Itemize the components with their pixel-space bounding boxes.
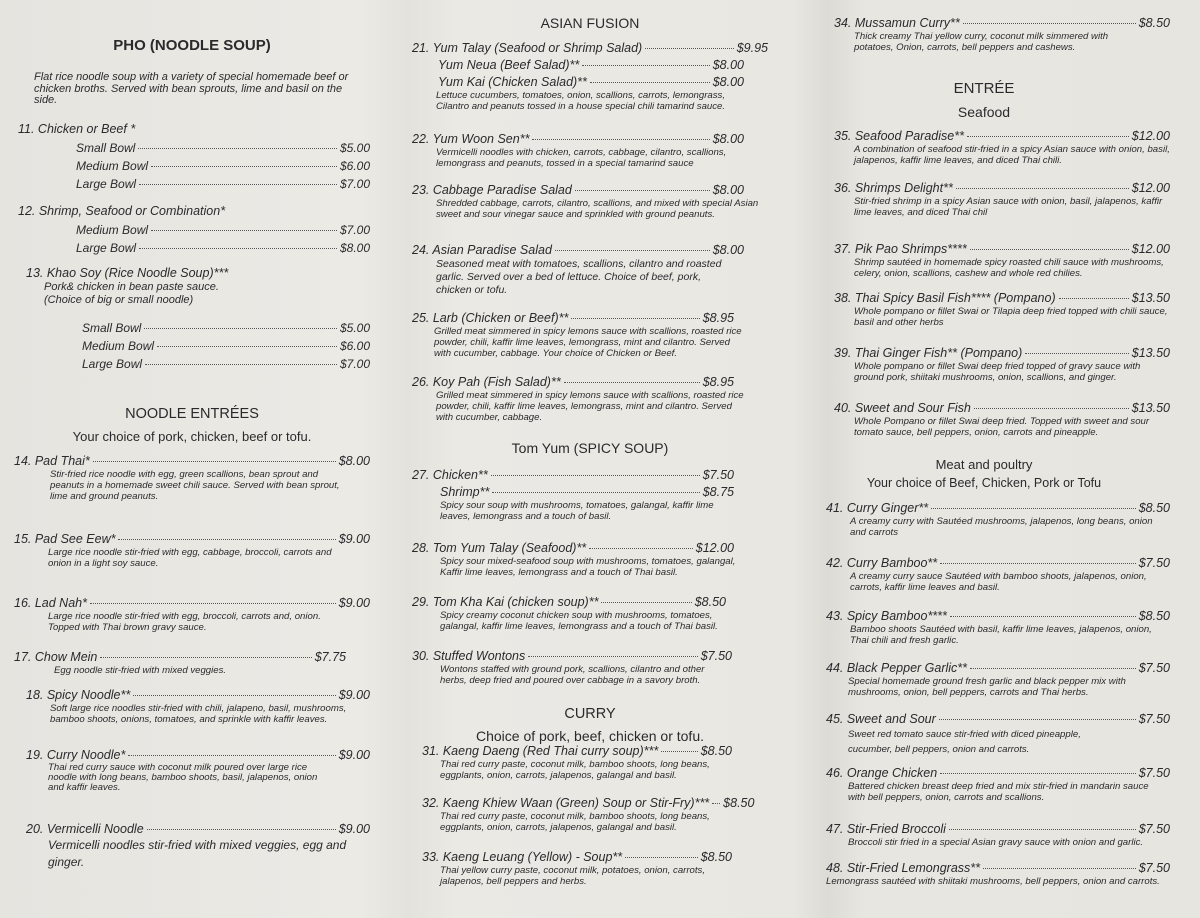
entree-subtitle: Seafood (957, 104, 1011, 120)
item-name: Yum Kai (Chicken Salad)** (438, 75, 587, 89)
menu-item-12 (14, 204, 370, 255)
item-desc: Vermicelli noodles stir-fried with mixed veggies, egg and ginger. (48, 838, 347, 869)
item-price: $12.00 (1131, 129, 1170, 143)
item-name: 12. Shrimp, Seafood or Combination* (18, 204, 226, 218)
menu-item-21 (412, 41, 768, 112)
menu-item-32 (412, 796, 768, 833)
item-desc: Large rice noodle stir-fried with egg, cabbage, broccoli, carrots and onion in a light soy sauce. (48, 547, 332, 569)
item-name: 26. Koy Pah (Fish Salad)** (412, 375, 561, 389)
item-desc: Lettuce cucumbers, tomatoes, onion, scallions, carrots, lemongrass, Cilantro and peanuts tossed in a house special chili tamarind sauce. (436, 90, 726, 112)
item-desc: Wontons staffed with ground pork, scallions, cilantro and other herbs, deep fried and poured over cabbage in a savory broth. (440, 664, 705, 686)
item-name: 46. Orange Chicken (826, 766, 938, 780)
item-price: $6.00 (339, 339, 370, 353)
item-name: 45. Sweet and Sour (826, 712, 936, 726)
item-price: $9.00 (338, 822, 370, 836)
item-price: $12.00 (1131, 181, 1170, 195)
item-price: $9.00 (338, 688, 370, 702)
item-price: $8.00 (712, 132, 744, 146)
item-desc: Shredded cabbage, carrots, cilantro, scallions, and mixed with special Asian sweet and sour vinegar sauce and sprinkled with ground peanuts. (436, 198, 759, 220)
item-name: 32. Kaeng Khiew Waan (Green) Soup or Stir-Fry)*** (422, 796, 710, 810)
pho-intro: Flat rice noodle soup with a variety of special homemade beef or chicken broths. Served with bean sprouts, lime and basil on the side. (34, 71, 349, 106)
item-price: $6.00 (339, 159, 370, 173)
menu-item-30 (412, 649, 768, 686)
item-name: 22. Yum Woon Sen** (412, 132, 530, 146)
menu-item-31 (412, 744, 768, 781)
item-name: 39. Thai Ginger Fish** (Pompano) (834, 346, 1023, 360)
menu-item-33 (412, 850, 768, 887)
menu-item-45 (818, 712, 1170, 757)
item-name: 34. Mussamun Curry** (834, 16, 960, 30)
menu-item-17 (14, 650, 370, 676)
item-desc: Special homemade ground fresh garlic and black pepper mix with mushrooms, onion, bell peppers, carrots and Thai herbs. (848, 676, 1126, 698)
item-name: 41. Curry Ginger** (826, 501, 929, 515)
menu-item-39 (818, 346, 1170, 383)
item-price: $7.50 (1138, 556, 1170, 570)
item-desc: Spicy sour mixed-seafood soup with mushrooms, tomatoes, galangal, Kaffir lime leaves, lemongrass and a touch of Thai basil. (440, 556, 736, 578)
pho-section-title: PHO (NOODLE SOUP) (113, 37, 271, 54)
curry-subtitle: Choice of pork, beef, chicken or tofu. (475, 728, 704, 744)
menu-item-18 (14, 688, 370, 725)
item-price: $5.00 (339, 141, 370, 155)
item-price: $7.50 (1138, 822, 1170, 836)
size-name: Large Bowl (76, 177, 137, 191)
menu-item-19 (14, 748, 370, 793)
item-name: 20. Vermicelli Noodle (26, 822, 144, 836)
item-name: 13. Khao Soy (Rice Noodle Soup)*** (26, 266, 229, 280)
item-desc: Large rice noodle stir-fried with egg, broccoli, carrots and, onion. Topped with Thai brown gravy sauce. (48, 611, 321, 633)
item-desc: Thick creamy Thai yellow curry, coconut milk simmered with potatoes, Onion, carrots, bell peppers and cashews. (854, 31, 1109, 53)
menu-item-16 (14, 596, 370, 633)
item-desc: Whole pompano or fillet Swai deep fried topped of gravy sauce with ground pork, shiitaki mushrooms, onion, scallions, and ginger. (854, 361, 1141, 383)
item-desc: Bamboo shoots Sautéed with basil, kaffir lime leaves, jalapenos, onion, Thai chili and fresh garlic. (850, 624, 1152, 646)
size-name: Large Bowl (82, 357, 143, 371)
item-name: 16. Lad Nah* (14, 596, 87, 610)
item-name: 14. Pad Thai* (14, 454, 90, 468)
item-price: $8.50 (723, 796, 755, 810)
item-price: $7.00 (339, 357, 370, 371)
item-desc: Pork& chicken in bean paste sauce. (44, 281, 219, 293)
item-name: 15. Pad See Eew* (14, 532, 116, 546)
meat-poultry-subtitle: Your choice of Beef, Chicken, Pork or Tofu (866, 476, 1102, 490)
item-price: $7.50 (1138, 661, 1170, 675)
item-desc: Sweet red tomato sauce stir-fried with diced pineapple, cucumber, bell peppers, onion and carrots. (848, 729, 1081, 755)
item-price: $7.50 (702, 468, 734, 482)
menu-column-3 (818, 0, 1170, 918)
menu-item-25 (412, 311, 768, 359)
size-name: Medium Bowl (76, 159, 149, 173)
menu-item-43 (818, 609, 1170, 646)
menu-item-23 (412, 183, 768, 220)
menu-item-11 (14, 122, 370, 191)
menu-item-28 (412, 541, 768, 578)
item-desc: Seasoned meat with tomatoes, scallions, cilantro and roasted garlic. Served over a bed of lettuce. Choice of beef, pork, chicken or tofu. (436, 258, 722, 296)
item-price: $8.95 (702, 311, 734, 325)
item-desc: A combination of seafood stir-fried in a spicy Asian sauce with onion, basil, jalapenos, kaffir lime leaves, and diced Thai chili. (854, 144, 1170, 166)
item-desc: Battered chicken breast deep fried and mix stir-fried in mandarin sauce with bell peppers, onion, carrots and scallions. (848, 781, 1149, 803)
item-desc: Grilled meat simmered in spicy lemons sauce with scallions, roasted rice powder, chili, kaffir lime leaves, lemongrass, mint and cilantro. Served with cucumber, cabbage. Your choice of Chicken or Beef. (434, 326, 742, 359)
item-desc: Thai red curry paste, coconut milk, bamboo shoots, long beans, eggplants, onion, carrots, jalapenos, galangal and basil. (440, 811, 710, 833)
size-name: Small Bowl (76, 141, 136, 155)
menu-item-41 (818, 501, 1170, 538)
item-name: Yum Neua (Beef Salad)** (438, 58, 580, 72)
item-desc: Spicy sour soup with mushrooms, tomatoes, galangal, kaffir lime leaves, lemongrass and a touch of basil. (440, 500, 714, 522)
menu-item-34 (818, 16, 1170, 53)
item-desc: Shrimp sautéed in homemade spicy roasted chili sauce with mushrooms, celery, onion, scallions, cashew and whole red chilies. (854, 257, 1164, 279)
item-price: $8.50 (694, 595, 726, 609)
item-desc: A creamy curry with Sautéed mushrooms, jalapenos, long beans, onion and carrots (850, 516, 1153, 538)
item-name: 30. Stuffed Wontons (412, 649, 526, 663)
item-name: Shrimp** (440, 485, 490, 499)
item-name: 38. Thai Spicy Basil Fish**** (Pompano) (834, 291, 1056, 305)
size-name: Medium Bowl (82, 339, 155, 353)
menu-item-47 (818, 822, 1170, 848)
item-name: 21. Yum Talay (Seafood or Shrimp Salad) (412, 41, 643, 55)
item-name: 31. Kaeng Daeng (Red Thai curry soup)*** (422, 744, 659, 758)
size-name: Large Bowl (76, 241, 137, 255)
item-price: $9.00 (338, 596, 370, 610)
item-price: $8.00 (338, 454, 370, 468)
menu-item-22 (412, 132, 768, 169)
item-desc: Spicy creamy coconut chicken soup with mushrooms, tomatoes, galangal, kaffir lime leaves, lemongrass and a touch of Thai basil. (440, 610, 718, 632)
menu-item-48 (818, 861, 1170, 887)
item-desc: Stir-fried rice noodle with egg, green scallions, bean sprout and peanuts in a homemade sweet chili sauce. Served with bean sprout, lime and ground peanuts. (50, 469, 340, 502)
size-name: Medium Bowl (76, 223, 149, 237)
item-name: 47. Stir-Fried Broccoli (826, 822, 946, 836)
item-desc: Broccoli stir fried in a special Asian gravy sauce with onion and garlic. (848, 837, 1144, 848)
noodle-section-subtitle: Your choice of pork, chicken, beef or tofu. (72, 429, 312, 444)
menu-item-15 (14, 532, 370, 569)
item-name: 43. Spicy Bamboo**** (826, 609, 947, 623)
menu-item-20 (14, 822, 370, 871)
item-name: 35. Seafood Paradise** (834, 129, 964, 143)
item-name: 42. Curry Bamboo** (826, 556, 938, 570)
curry-title: CURRY (564, 706, 616, 722)
tom-yum-title: Tom Yum (SPICY SOUP) (511, 440, 669, 456)
menu-item-35 (818, 129, 1170, 166)
item-desc: Grilled meat simmered in spicy lemons sauce with scallions, roasted rice powder, chili, kaffir lime leaves, lemongrass, mint and cilantro. Served with cucumber, cabbage. (436, 390, 744, 423)
item-price: $8.00 (712, 75, 744, 89)
item-price: $7.50 (1138, 766, 1170, 780)
item-price: $9.00 (338, 532, 370, 546)
item-name: 18. Spicy Noodle** (26, 688, 131, 702)
menu-item-42 (818, 556, 1170, 593)
item-desc: Thai red curry sauce with coconut milk poured over large rice noodle with long beans, bamboo shoots, basil, jalapenos, onion and kaffir leaves. (48, 762, 318, 793)
menu-item-36 (818, 181, 1170, 218)
item-price: $13.50 (1131, 291, 1170, 305)
item-name: 19. Curry Noodle* (26, 748, 126, 762)
item-name: 27. Chicken** (412, 468, 488, 482)
item-price: $8.50 (700, 850, 732, 864)
menu-item-26 (412, 375, 768, 423)
menu-item-40 (818, 401, 1170, 438)
item-price: $7.00 (339, 223, 370, 237)
item-price: $7.50 (1138, 712, 1170, 726)
menu-column-2 (412, 0, 768, 918)
menu-item-24 (412, 243, 768, 297)
item-desc: Thai red curry paste, coconut milk, bamboo shoots, long beans, eggplants, onion, carrots, jalapenos, galangal and basil. (440, 759, 710, 781)
meat-poultry-title: Meat and poultry (935, 457, 1033, 472)
item-desc: Whole Pompano or fillet Swai deep fried. Topped with sweet and sour tomato sauce, bell peppers, onion, carrots and pineapple. (854, 416, 1150, 438)
item-price: $7.00 (339, 177, 370, 191)
entree-title: ENTRÉE (953, 80, 1015, 97)
size-name: Small Bowl (82, 321, 142, 335)
item-name: 29. Tom Kha Kai (chicken soup)** (412, 595, 599, 609)
item-desc: Vermicelli noodles with chicken, carrots, cabbage, cilantro, scallions, lemongrass and peanuts, tossed in a special tamarind sauce (436, 147, 727, 169)
item-price: $8.50 (1138, 501, 1170, 515)
item-name: 28. Tom Yum Talay (Seafood)** (412, 541, 587, 555)
item-name: 36. Shrimps Delight** (834, 181, 953, 195)
item-name: 24. Asian Paradise Salad (412, 243, 552, 257)
item-price: $13.50 (1131, 401, 1170, 415)
item-price: $9.95 (736, 41, 768, 55)
item-price: $5.00 (339, 321, 370, 335)
menu-item-37 (818, 242, 1170, 279)
item-name: 11. Chicken or Beef * (18, 122, 136, 136)
item-desc: A creamy curry sauce Sautéed with bamboo shoots, jalapenos, onion, carrots, kaffir lime leaves and basil. (850, 571, 1147, 593)
item-name: 40. Sweet and Sour Fish (834, 401, 971, 415)
item-price: $13.50 (1131, 346, 1170, 360)
menu-item-44 (818, 661, 1170, 698)
asian-fusion-title: ASIAN FUSION (540, 15, 640, 31)
noodle-section-title: NOODLE ENTRÉES (125, 406, 259, 422)
item-price: $8.50 (1138, 609, 1170, 623)
item-price: $8.75 (702, 485, 734, 499)
menu-item-46 (818, 766, 1170, 803)
item-price: $8.50 (1138, 16, 1170, 30)
item-desc: Stir-fried shrimp in a spicy Asian sauce with onion, basil, jalapenos, kaffir lime leaves, and diced Thai chil (854, 196, 1163, 218)
item-name: 37. Pik Pao Shrimps**** (834, 242, 967, 256)
menu-item-29 (412, 595, 768, 632)
item-price: $8.00 (339, 241, 370, 255)
item-price: $9.00 (338, 748, 370, 762)
item-price: $7.50 (1138, 861, 1170, 875)
item-name: 48. Stir-Fried Lemongrass** (826, 861, 981, 875)
menu-column-1 (14, 0, 370, 918)
item-name: 25. Larb (Chicken or Beef)** (412, 311, 569, 325)
item-desc: (Choice of big or small noodle) (44, 294, 194, 306)
item-price: $8.95 (702, 375, 734, 389)
menu-item-27 (412, 468, 768, 522)
item-desc: Soft large rice noodles stir-fried with chili, jalapeno, basil, mushrooms, bamboo shoots, onions, tomatoes, and sprinkle with kaffir leaves. (50, 703, 347, 725)
item-price: $8.00 (712, 58, 744, 72)
item-price: $7.75 (314, 650, 346, 664)
item-price: $8.50 (700, 744, 732, 758)
item-desc: Thai yellow curry paste, coconut milk, potatoes, onion, carrots, jalapenos, bell peppers and herbs. (440, 865, 706, 887)
item-price: $7.50 (700, 649, 732, 663)
item-desc: Egg noodle stir-fried with mixed veggies. (54, 665, 227, 676)
item-name: 44. Black Pepper Garlic** (826, 661, 968, 675)
item-name: 33. Kaeng Leuang (Yellow) - Soup** (422, 850, 623, 864)
item-price: $12.00 (695, 541, 734, 555)
item-desc: Lemongrass sautéed with shiitaki mushrooms, bell peppers, onion and carrots. (826, 876, 1160, 887)
menu-item-38 (818, 291, 1170, 328)
item-price: $8.00 (712, 183, 744, 197)
item-name: 23. Cabbage Paradise Salad (412, 183, 572, 197)
item-desc: Whole pompano or fillet Swai or Tilapia deep fried topped with chili sauce, basil and other herbs (854, 306, 1168, 328)
item-price: $8.00 (712, 243, 744, 257)
menu-item-13 (14, 266, 370, 371)
item-name: 17. Chow Mein (14, 650, 98, 664)
item-price: $12.00 (1131, 242, 1170, 256)
menu-item-14 (14, 454, 370, 502)
